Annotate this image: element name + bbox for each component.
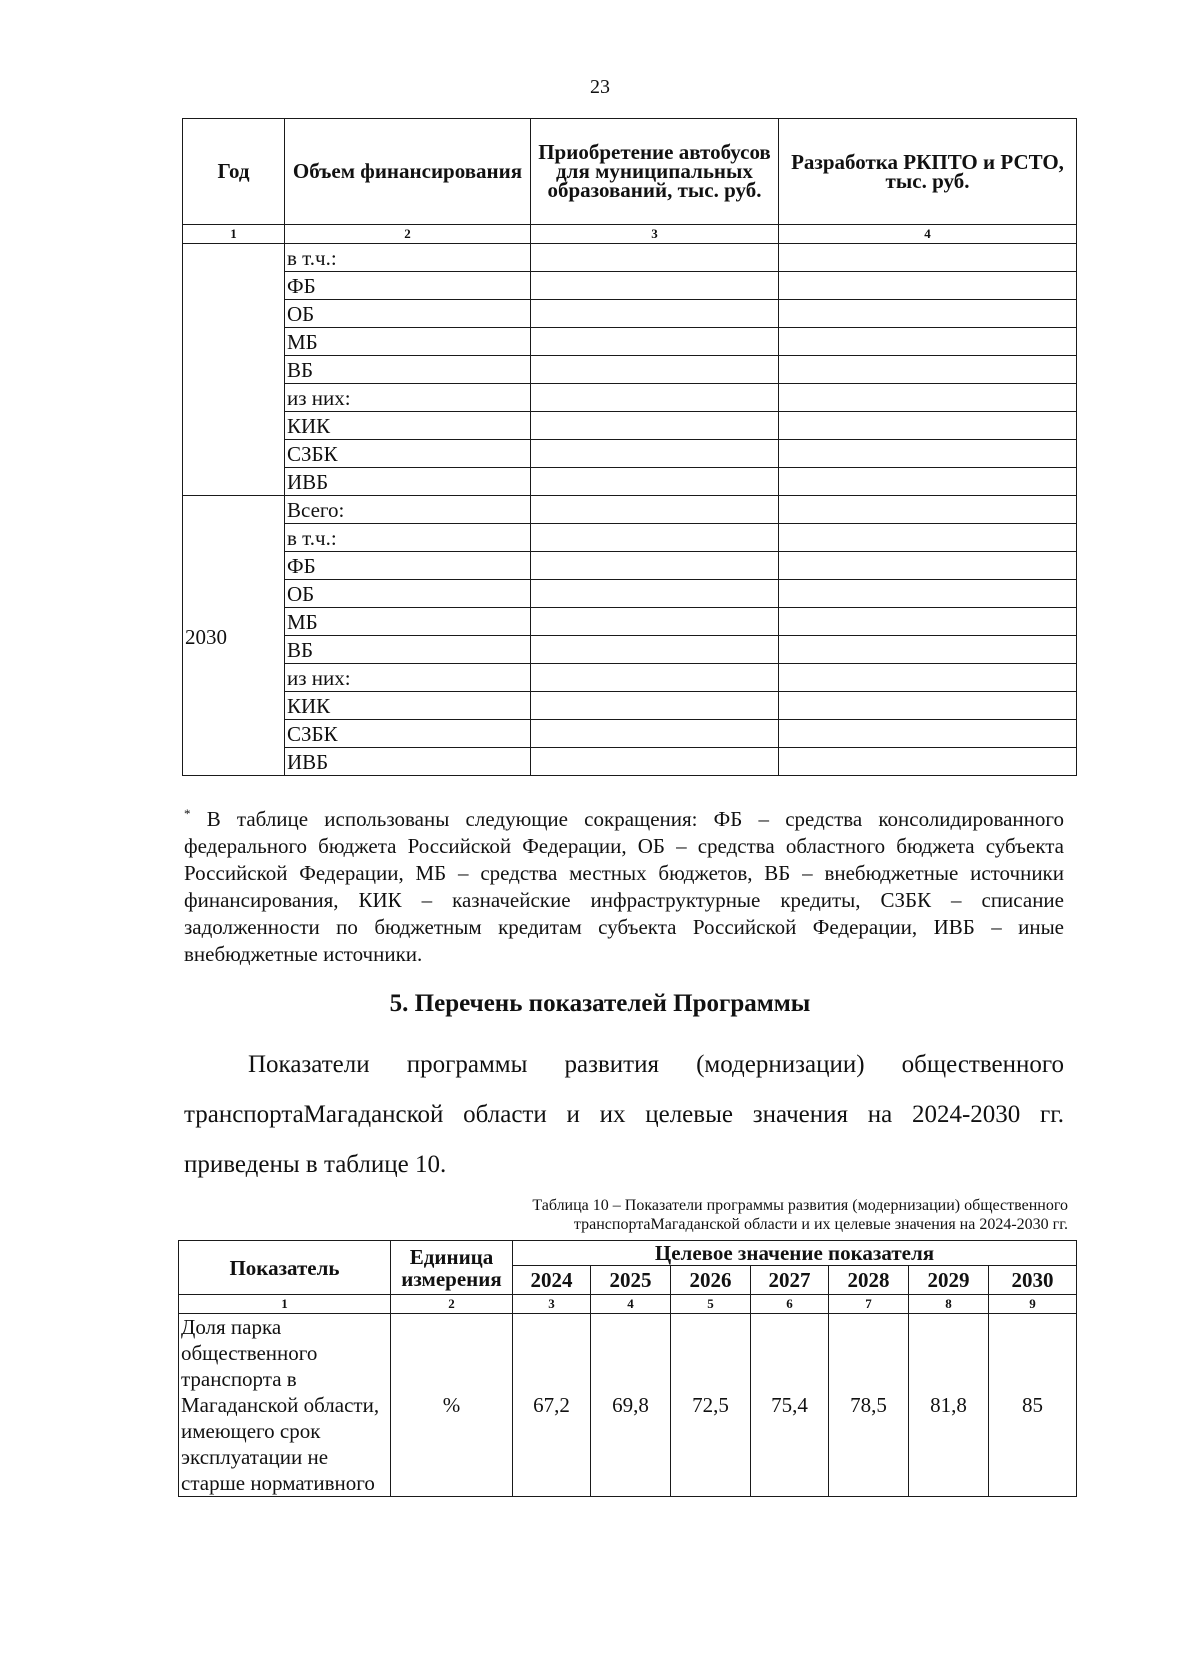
empty-cell <box>779 272 1077 300</box>
column-numbers-row <box>183 225 1077 244</box>
footnote-mark: * <box>184 806 191 821</box>
indicators-table <box>178 1240 1077 1497</box>
target-value: 69,8 <box>591 1314 671 1497</box>
empty-cell <box>779 412 1077 440</box>
empty-cell <box>531 468 779 496</box>
indicators-header-top <box>179 1241 1077 1266</box>
header-year: Год <box>183 119 285 225</box>
year-header: 2024 <box>513 1266 591 1295</box>
footnote-text: В таблице использованы следующие сокращения: ФБ – средства консолидированного федерального бюджета Российской Федерации, ОБ – средства областного бюджета субъекта Российской Федерации, МБ – средства местных бюджетов, ВБ – внебюджетные источники финансирования, КИК – казначейские инфраструктурные кредиты, СЗБК – списание задолженности по бюджетным кредитам субъекта Российской Федерации, ИВБ – иные внебюджетные источники. <box>184 807 1064 966</box>
empty-cell <box>779 496 1077 524</box>
target-value: 72,5 <box>671 1314 751 1497</box>
funding-source-label: ВБ <box>285 356 531 384</box>
empty-cell <box>531 720 779 748</box>
indicator-name: Доля парка общественного транспорта в Магаданской области, имеющего срок эксплуатации не старше нормативного <box>179 1314 391 1497</box>
funding-source-label: СЗБК <box>285 720 531 748</box>
empty-cell <box>779 356 1077 384</box>
empty-cell <box>531 748 779 776</box>
table-row <box>183 440 1077 468</box>
funding-source-label: из них: <box>285 384 531 412</box>
body-paragraph: Показатели программы развития (модернизации) общественного транспортаМагаданской области и их целевые значения на 2024-2030 гг. приведены в таблице 10. <box>184 1051 1064 1178</box>
funding-source-label: ВБ <box>285 636 531 664</box>
column-number: 2 <box>285 225 531 244</box>
table-row <box>183 356 1077 384</box>
empty-cell <box>779 244 1077 272</box>
empty-cell <box>779 720 1077 748</box>
year-cell: 2030 <box>183 496 285 776</box>
empty-cell <box>779 468 1077 496</box>
funding-source-label: в т.ч.: <box>285 244 531 272</box>
table-row <box>183 552 1077 580</box>
financing-table <box>182 118 1077 776</box>
empty-cell <box>531 524 779 552</box>
header-target-value: Целевое значение показателя <box>513 1241 1077 1266</box>
target-value: 78,5 <box>829 1314 909 1497</box>
empty-cell <box>779 384 1077 412</box>
empty-cell <box>779 580 1077 608</box>
funding-source-label: ИВБ <box>285 748 531 776</box>
empty-cell <box>779 664 1077 692</box>
empty-cell <box>531 384 779 412</box>
empty-cell <box>779 300 1077 328</box>
funding-source-label: в т.ч.: <box>285 524 531 552</box>
table-row <box>183 384 1077 412</box>
indicator-unit: % <box>391 1314 513 1497</box>
empty-cell <box>531 496 779 524</box>
funding-source-label: ОБ <box>285 580 531 608</box>
section-title: 5. Перечень показателей Программы <box>389 990 811 1017</box>
year-header: 2030 <box>989 1266 1077 1295</box>
funding-source-label: МБ <box>285 608 531 636</box>
year-header: 2026 <box>671 1266 751 1295</box>
column-number: 6 <box>751 1295 829 1314</box>
empty-cell <box>779 692 1077 720</box>
table-row <box>183 272 1077 300</box>
column-number: 8 <box>909 1295 989 1314</box>
empty-cell <box>531 552 779 580</box>
year-header: 2027 <box>751 1266 829 1295</box>
financing-table-header <box>183 119 1077 225</box>
table-row <box>183 412 1077 440</box>
table-row <box>183 748 1077 776</box>
funding-source-label: ИВБ <box>285 468 531 496</box>
column-number: 3 <box>531 225 779 244</box>
year-header: 2025 <box>591 1266 671 1295</box>
funding-source-label: МБ <box>285 328 531 356</box>
empty-cell <box>779 328 1077 356</box>
funding-source-label: ФБ <box>285 552 531 580</box>
empty-cell <box>779 524 1077 552</box>
column-number: 7 <box>829 1295 909 1314</box>
empty-cell <box>531 412 779 440</box>
funding-source-label: КИК <box>285 412 531 440</box>
header-rkpto: Разработка РКПТО и РСТО, тыс. руб. <box>779 119 1077 225</box>
table-caption: Таблица 10 – Показатели программы развития (модернизации) общественного транспортаМагаданской области и их целевые значения на 2024-2030 гг. <box>532 1197 1068 1233</box>
empty-cell <box>779 440 1077 468</box>
empty-cell <box>531 356 779 384</box>
column-number: 4 <box>591 1295 671 1314</box>
funding-source-label: ОБ <box>285 300 531 328</box>
empty-cell <box>531 664 779 692</box>
empty-cell <box>531 692 779 720</box>
page-number: 23 <box>590 76 610 98</box>
target-value: 75,4 <box>751 1314 829 1497</box>
table-row <box>183 524 1077 552</box>
table-row <box>183 664 1077 692</box>
empty-cell <box>531 636 779 664</box>
table-row <box>183 244 1077 272</box>
empty-cell <box>531 440 779 468</box>
empty-cell <box>531 608 779 636</box>
table-row <box>183 608 1077 636</box>
table-row <box>183 636 1077 664</box>
year-header: 2028 <box>829 1266 909 1295</box>
table-row <box>183 692 1077 720</box>
empty-cell <box>531 272 779 300</box>
year-header: 2029 <box>909 1266 989 1295</box>
target-value: 85 <box>989 1314 1077 1497</box>
column-number: 9 <box>989 1295 1077 1314</box>
empty-cell <box>531 300 779 328</box>
table-row <box>183 720 1077 748</box>
table-row <box>183 468 1077 496</box>
column-number: 5 <box>671 1295 751 1314</box>
column-number: 4 <box>779 225 1077 244</box>
table-row <box>183 300 1077 328</box>
header-buses: Приобретение автобусов для муниципальных образований, тыс. руб. <box>531 119 779 225</box>
empty-cell <box>779 552 1077 580</box>
column-numbers-row <box>179 1295 1077 1314</box>
empty-cell <box>779 636 1077 664</box>
column-number: 1 <box>179 1295 391 1314</box>
column-number: 3 <box>513 1295 591 1314</box>
empty-cell <box>531 580 779 608</box>
empty-cell <box>779 748 1077 776</box>
header-unit: Единица измерения <box>391 1241 513 1295</box>
column-number: 1 <box>183 225 285 244</box>
funding-source-label: Всего: <box>285 496 531 524</box>
empty-cell <box>779 608 1077 636</box>
header-volume: Объем финансирования <box>285 119 531 225</box>
target-value: 67,2 <box>513 1314 591 1497</box>
funding-source-label: КИК <box>285 692 531 720</box>
funding-source-label: СЗБК <box>285 440 531 468</box>
header-indicator: Показатель <box>179 1241 391 1295</box>
funding-source-label: ФБ <box>285 272 531 300</box>
empty-cell <box>531 328 779 356</box>
funding-source-label: из них: <box>285 664 531 692</box>
table-row <box>183 328 1077 356</box>
footnote <box>184 800 1064 968</box>
column-number: 2 <box>391 1295 513 1314</box>
table-row <box>179 1314 1077 1497</box>
table-row <box>183 496 1077 524</box>
target-value: 81,8 <box>909 1314 989 1497</box>
empty-cell <box>531 244 779 272</box>
year-cell <box>183 244 285 496</box>
table-row <box>183 580 1077 608</box>
